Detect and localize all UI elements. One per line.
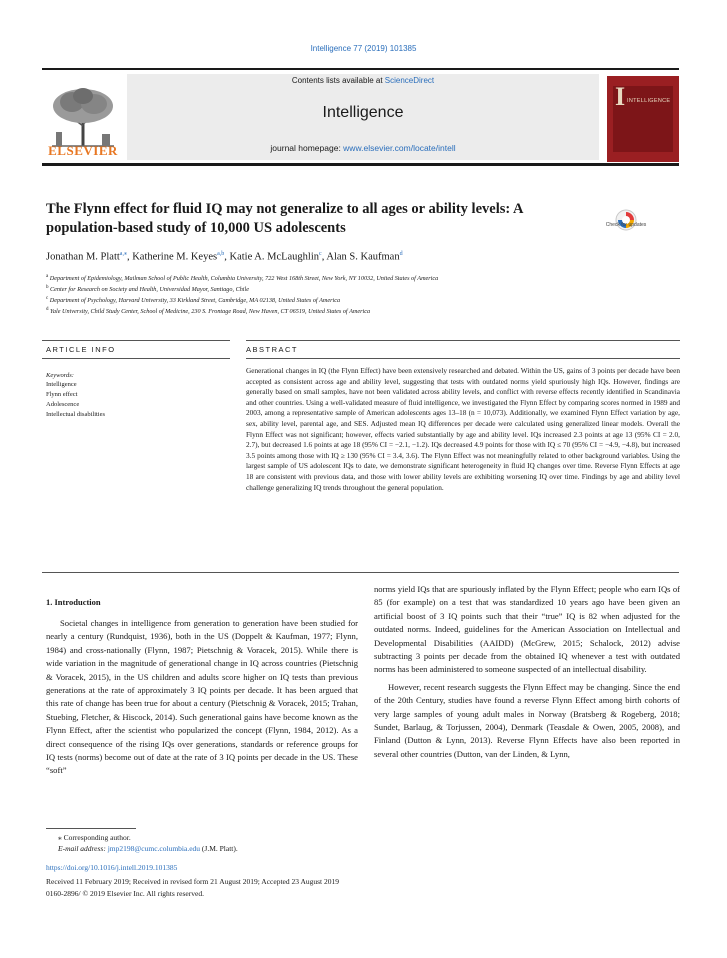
author-affil-mark[interactable]: a,b [217,251,225,257]
keyword-item: Intellectual disabilities [46,411,106,418]
doi-link[interactable]: https://doi.org/10.1016/j.intell.2019.101385 [46,863,178,872]
affiliations [46,272,666,316]
contents-prefix: Contents lists available at [291,76,385,85]
journal-cover-thumbnail[interactable] [607,76,679,162]
email-line [58,843,458,854]
footnote-rule [46,828,136,829]
affiliation-text: Center for Research on Society and Health, Universidad Mayor, Santiago, Chile [50,286,249,294]
cover-initial: I [615,82,626,111]
affiliation-mark: a [46,274,49,279]
keyword-item: Intelligence [46,381,77,388]
affiliation-text: Yale University, Child Study Center, School of Medicine, 230 S. Frontage Road, New Haven, CT 06519, United States of America [50,308,371,316]
intro-paragraph: Societal changes in intelligence from generation to generation have been studied for nearly a century (Rundquist, 1936), both in the US (Doppelt & Kaufman, 1977; Flynn, 1984) and cross-nationally (Flynn, 1987; Pietschnig & Voracek, 2015). While there is wide variation in the magnitude of generational change in IQ across countries (Pietschnig & Voracek, 2015), in the US children and adults score higher on IQ tests than previous generations at the rate of approximately 3 IQ points per decade. It has been argued that this rate of change has been true for about a century (Pietschnig & Voracek, 2015; Trahan, Stuebing, Fletcher, & Hiscock, 2014). Such generational gains have become known as the Flynn Effect, after the scientist who popularized the concept (Flynn, 1984, 2012). As a direct consequence of the rising IQs over generations, standards or reference groups for IQ tests (norms) become out of date at the rate of 3 IQ points per decade in the US. These “soft” [46,618,358,776]
abstract-text: Generational changes in IQ (the Flynn Effect) have been extensively researched and debated. Within the US, gains of 3 points per decade have been accepted as consistent across age and ability level, suggesting that tests with outdated norms yield spuriously high IQs. However, findings are generally based on small samples, have not been validated across ability levels, and conflict with reverse effects recently identified in Scandinavia and other countries. Using a well-validated measure of fluid intelligence, we investigated the Flynn Effect by comparing scores normed in 1989 and 2003, among a representative sample of American adolescents ages 13–18 (n = 10,073). Additionally, we examined Flynn Effect variation by age, sex, ability level, parental age, and SES. Adjusted mean IQ differences per decade were calculated using generalized linear models. Overall the Flynn Effect was not significant; however, effects varied substantially by age and ability level. IQs increased 2.3 points at age 13 (95% CI = 2.0, 2.7), but decreased 1.6 points at age 18 (95% CI = −2.1, −1.2). IQs decreased 4.9 points for those with IQ ≤ 70 (95% CI = −4.9, −4.8), but increased 3.5 points among those with IQ ≥ 130 (95% CI = 3.4, 3.6). The Flynn Effect was not meaningfully related to other background variables. Using the largest sample of US adolescent IQs to date, we demonstrate significant heterogeneity in fluid IQ changes over time. Reverse Flynn Effects at age 18 are consistent with previous data, and those with lower ability levels are exhibiting worsening IQ over time. Findings by age and ability level challenge generalizing IQ trends throughout the general population. [246,366,680,492]
check-for-updates-icon[interactable] [611,200,641,240]
article-info-heading: ARTICLE INFO [46,345,116,354]
article-info-rule-2 [42,358,230,359]
keyword-item: Adolescence [46,401,80,408]
affiliation-item [46,272,666,283]
intro-left-column [46,617,358,778]
journal-name: Intelligence [322,104,404,121]
publisher-wordmark[interactable]: ELSEVIER [48,143,118,158]
email-label: E-mail address: [58,844,108,853]
intro-paragraph: However, recent research suggests the Flynn Effect may be changing. Since the end of the 20th Century, studies have found a reverse Flynn Effect among birth cohorts of very large samples of young adult males in Norway (Bratsberg & Rogeberg, 2018; Sundet, Barlaug, & Torjussen, 2004), Denmark (Teasdale & Owen, 2005, 2008), and Finland (Dutton & Lynn, 2013). Reverse Flynn Effects have also been reported in several other countries (Dutton, van der Linden, & Lynn, [374,681,680,759]
article-info-rule [42,340,230,341]
intro-paragraph-block [374,681,680,761]
cover-title: INTELLIGENCE [627,98,671,104]
abstract-rule [246,340,680,341]
journal-reference[interactable]: Intelligence 77 (2019) 101385 [310,44,417,53]
abstract-heading: ABSTRACT [246,345,299,354]
author-affil-mark[interactable]: d [399,251,403,257]
affiliation-item [46,294,666,305]
sciencedirect-link[interactable]: ScienceDirect [384,76,435,85]
keywords-label: Keywords: [46,372,74,379]
author-name[interactable]: Jonathan M. Platt [46,251,120,263]
publication-info [46,876,546,899]
intro-paragraph: norms yield IQs that are spuriously inflated by the Flynn Effect; people who earn IQs of 85 (for example) on a test that was standardized 10 years ago have been given an artificial boost of 3 IQ points such that their “true” IQ is 82 when adjusted for the outdated norms. Indeed, guidelines for the American Association on Intellectual and Developmental Disabilities (AAIDD) (McGrew, 2015; Schalock, 2012) advise subtracting 3 points per decade from the obtained IQ whenever a test with outdated norms has been administered to someone suspected of an intellectual disability. [374,584,680,675]
author-name[interactable]: Katie A. McLaughlin [229,251,320,263]
header-bottom-rule [42,163,679,166]
affiliation-text: Department of Epidemiology, Mailman School of Public Health, Columbia University, 722 West 168th Street, New York, NY 10032, United States of America [49,275,439,283]
email-link[interactable]: jmp2198@cumc.columbia.edu [107,844,201,853]
header-top-rule [42,68,679,70]
abstract-rule-2 [246,358,680,359]
footnote [58,832,458,854]
author-affil-mark[interactable]: c [319,251,322,257]
affiliation-mark: c [46,296,49,302]
homepage-link[interactable]: www.elsevier.com/locate/intell [343,143,456,153]
intro-right-column [374,583,680,761]
author-list: Jonathan M. Platt$^{a,⁎}$, Katherine M. Keyes$^{a,b}$, Katie A. McLaughlin$^c$, Alan S. Kaufman$^d$ [46,251,403,263]
affiliation-mark: d [46,307,49,313]
affiliation-text: Department of Psychology, Harvard University, 33 Kirkland Street, Cambridge, MA 02138, United States of America [49,297,341,305]
homepage-line [127,143,599,153]
keyword-list [46,380,105,420]
affiliation-item [46,305,666,316]
copyright-line: 0160-2896/ © 2019 Elsevier Inc. All rights reserved. [46,888,204,898]
corresponding-author-note: ⁎ Corresponding author. [58,833,131,842]
contents-line [127,76,599,85]
author-name[interactable]: Alan S. Kaufman [326,251,400,263]
abstract-bottom-rule [42,572,679,573]
author-affil-mark[interactable]: a,⁎ [119,251,127,257]
homepage-prefix: journal homepage: [270,143,344,153]
author-name[interactable]: Katherine M. Keyes [132,251,218,263]
keyword-item: Flynn effect [46,391,78,398]
email-suffix: (J.M. Platt). [200,844,238,853]
section-heading-introduction: 1. Introduction [46,597,101,607]
publication-dates: Received 11 February 2019; Received in revised form 21 August 2019; Accepted 23 August 2019 [46,877,339,886]
affiliation-mark: b [46,285,49,291]
check-for-updates-label[interactable]: Check for updates [605,222,647,228]
article-title: The Flynn effect for fluid IQ may not generalize to all ages or ability levels: A population-based study of 10,000 US adolescents [46,201,523,236]
affiliation-item [46,283,666,294]
